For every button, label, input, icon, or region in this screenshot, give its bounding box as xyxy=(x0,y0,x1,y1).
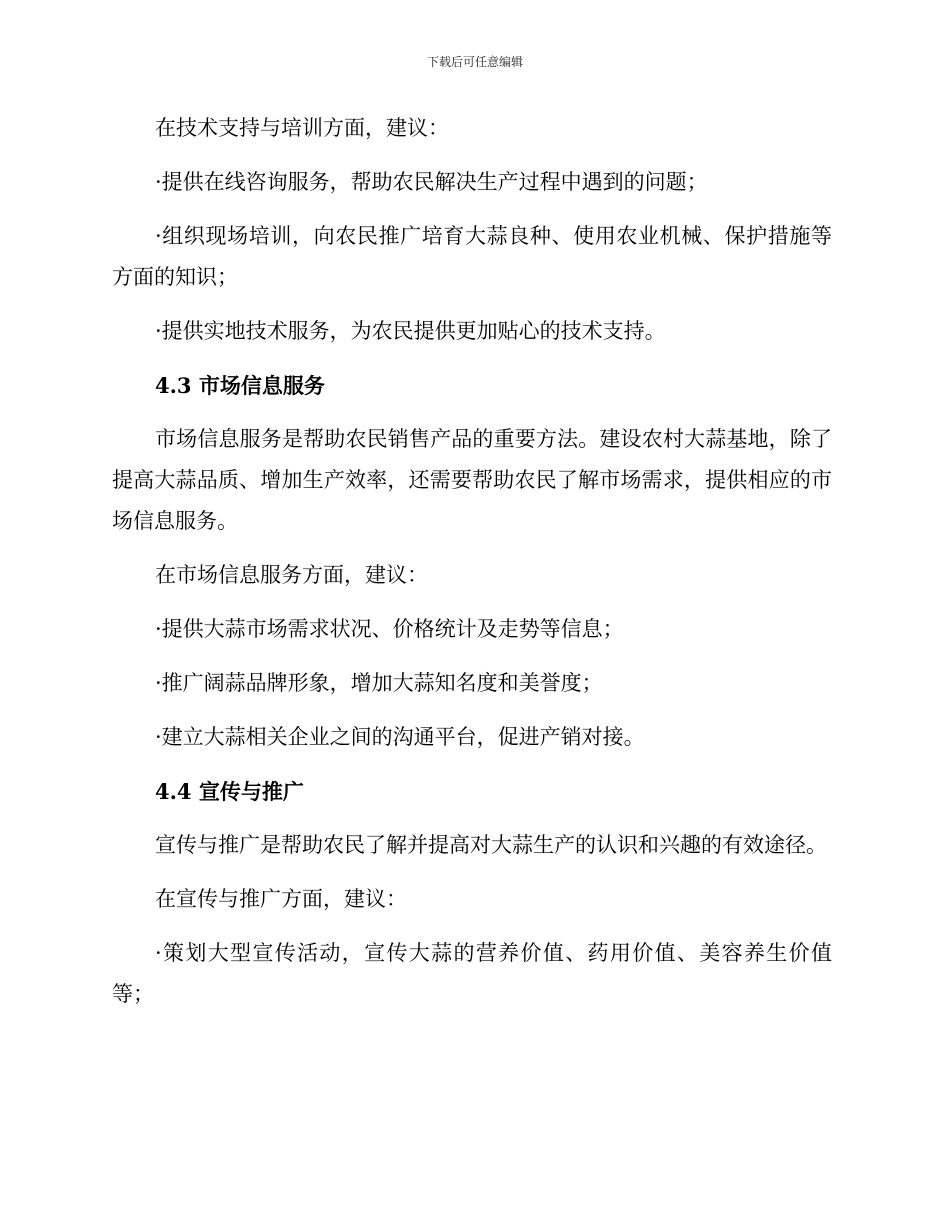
bullet-promotion-campaign: ·策划大型宣传活动，宣传大蒜的营养价值、药用价值、美容养生价值等； xyxy=(112,941,832,1006)
bullet-onsite-training: ·组织现场培训，向农民推广培育大蒜良种、使用农业机械、保护措施等方面的知识； xyxy=(112,224,832,289)
bullet-market-demand: ·提供大蒜市场需求状况、价格统计及走势等信息； xyxy=(155,617,624,641)
bullet-brand-image: ·推广阔蒜品牌形象，增加大蒜知名度和美誉度； xyxy=(155,671,603,695)
section-heading-4-3: 4.3 市场信息服务 xyxy=(155,373,325,398)
bullet-online-consulting: ·提供在线咨询服务，帮助农民解决生产过程中遇到的问题； xyxy=(155,170,708,194)
paragraph-tech-support-intro: 在技术支持与培训方面，建议： xyxy=(155,116,449,140)
bullet-communication-platform: ·建立大蒜相关企业之间的沟通平台，促进产销对接。 xyxy=(155,725,645,749)
bullet-field-tech-service: ·提供实地技术服务，为农民提供更加贴心的技术支持。 xyxy=(155,319,666,343)
document-body xyxy=(112,108,832,1028)
paragraph-market-info-intro: 在市场信息服务方面，建议： xyxy=(155,563,428,587)
paragraph-market-info: 市场信息服务是帮助农民销售产品的重要方法。建设农村大蒜基地，除了提高大蒜品质、增加生产效率，还需要帮助农民了解市场需求，提供相应的市场信息服务。 xyxy=(112,427,832,533)
section-heading-4-4: 4.4 宣传与推广 xyxy=(155,779,304,804)
paragraph-promotion: 宣传与推广是帮助农民了解并提高对大蒜生产的认识和兴趣的有效途径。 xyxy=(155,833,827,857)
paragraph-promotion-intro: 在宣传与推广方面，建议： xyxy=(155,887,407,911)
page-header: 下载后可任意编辑 xyxy=(426,55,523,69)
